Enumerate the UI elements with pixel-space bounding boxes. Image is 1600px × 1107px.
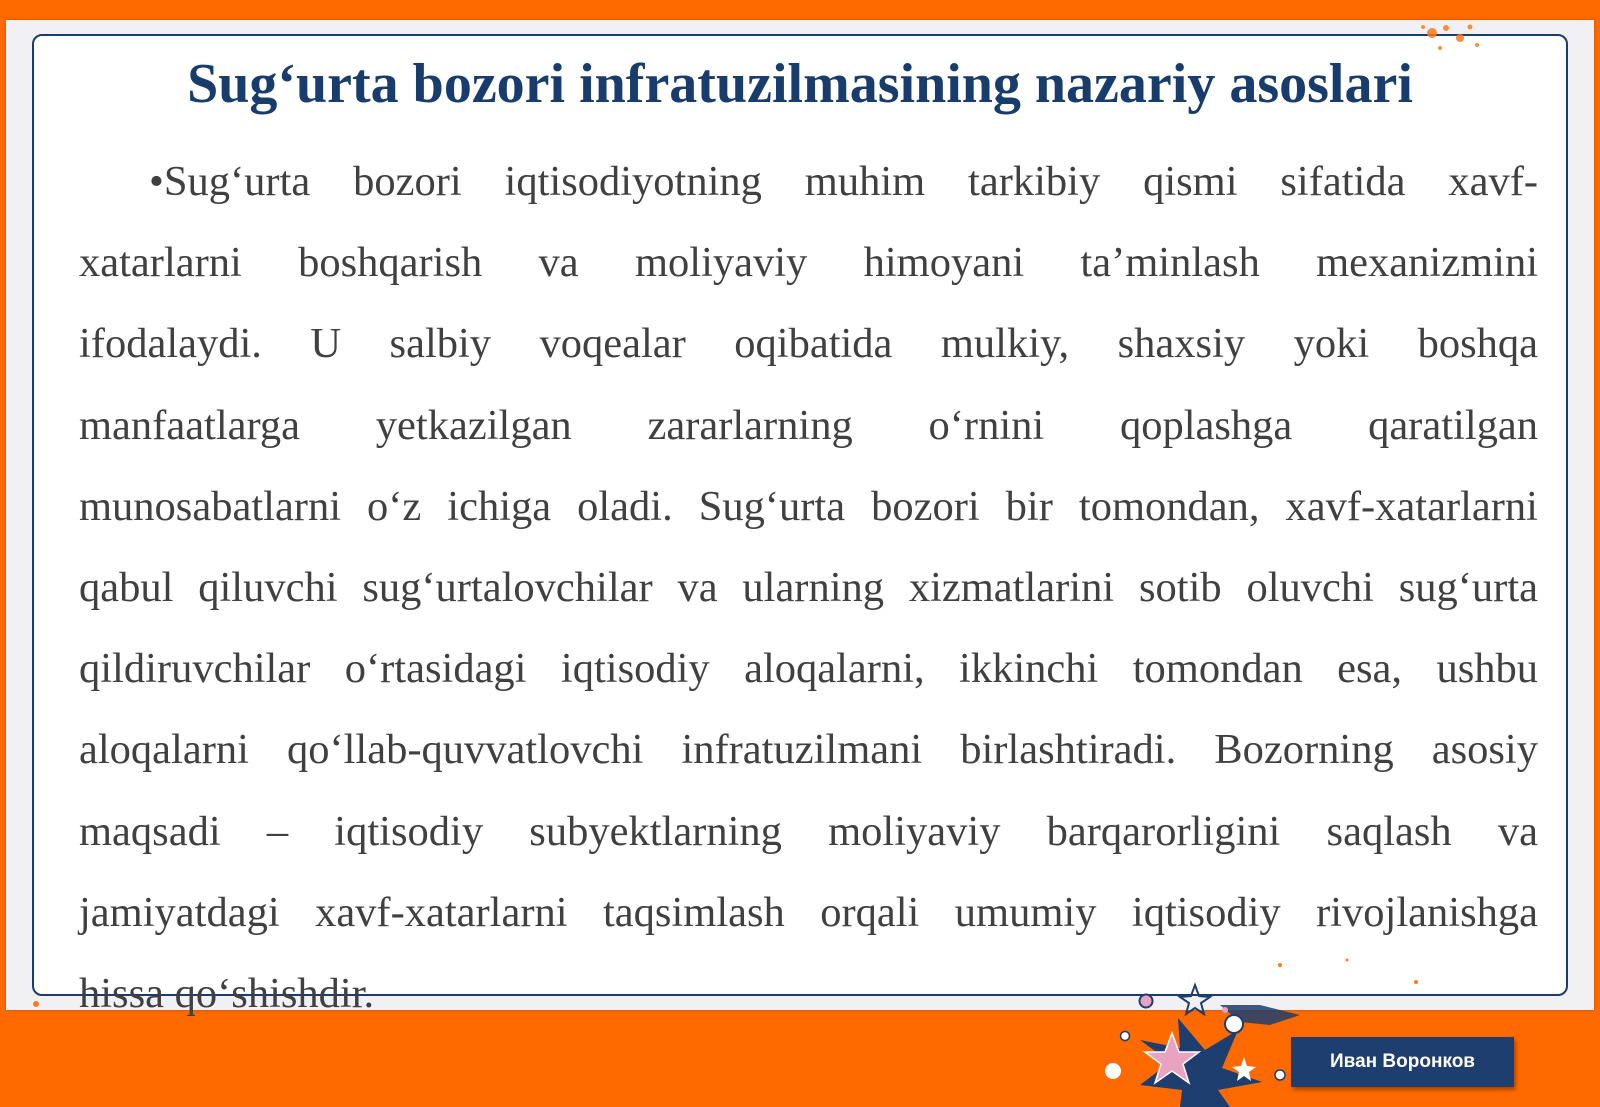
- paragraph-line: •Sug‘urta bozori iqtisodiyotning muhim tarkibiy qismi sifatida xavf-: [149, 158, 1538, 205]
- author-badge: Иван Воронков: [1291, 1037, 1514, 1087]
- paint-splatter-icon: [1421, 25, 1479, 51]
- speckle-dots-icon: [33, 959, 1418, 1008]
- paragraph-line: maqsadi – iqtisodiy subyektlarning moliyaviy barqarorligini saqlash va: [79, 807, 1538, 855]
- paragraph-line: aloqalarni qo‘llab-quvvatlovchi infratuzilmani birlashtiradi. Bozorning asosiy: [79, 726, 1538, 774]
- paragraph-line: ifodalaydi. U salbiy voqealar oqibatida mulkiy, shaxsiy yoki boshqa: [79, 320, 1538, 368]
- paragraph-line: munosabatlarni o‘z ichiga oladi. Sug‘urta bozori bir tomondan, xavf-xatarlarni: [79, 482, 1538, 530]
- paragraph-line: qildiruvchilar o‘rtasidagi iqtisodiy aloqalarni, ikkinchi tomondan esa, ushbu: [79, 645, 1538, 693]
- paragraph-line: jamiyatdagi xavf-xatarlarni taqsimlash orqali umumiy iqtisodiy rivojlanishga: [79, 888, 1538, 936]
- paragraph-line: xatarlarni boshqarish va moliyaviy himoyani ta’minlash mexanizmini: [79, 239, 1538, 287]
- paragraph-line: manfaatlarga yetkazilgan zararlarning o‘rnini qoplashga qaratilgan: [79, 401, 1538, 449]
- paragraph-line: qabul qiluvchi sug‘urtalovchilar va ularning xizmatlarini sotib oluvchi sug‘urta: [79, 564, 1538, 612]
- paragraph-line: hissa qo‘shishdir.: [79, 970, 375, 1018]
- slide-title: Sug‘urta bozori infratuzilmasining nazariy asoslari: [187, 53, 1413, 115]
- outline-star-icon: [1180, 985, 1210, 1014]
